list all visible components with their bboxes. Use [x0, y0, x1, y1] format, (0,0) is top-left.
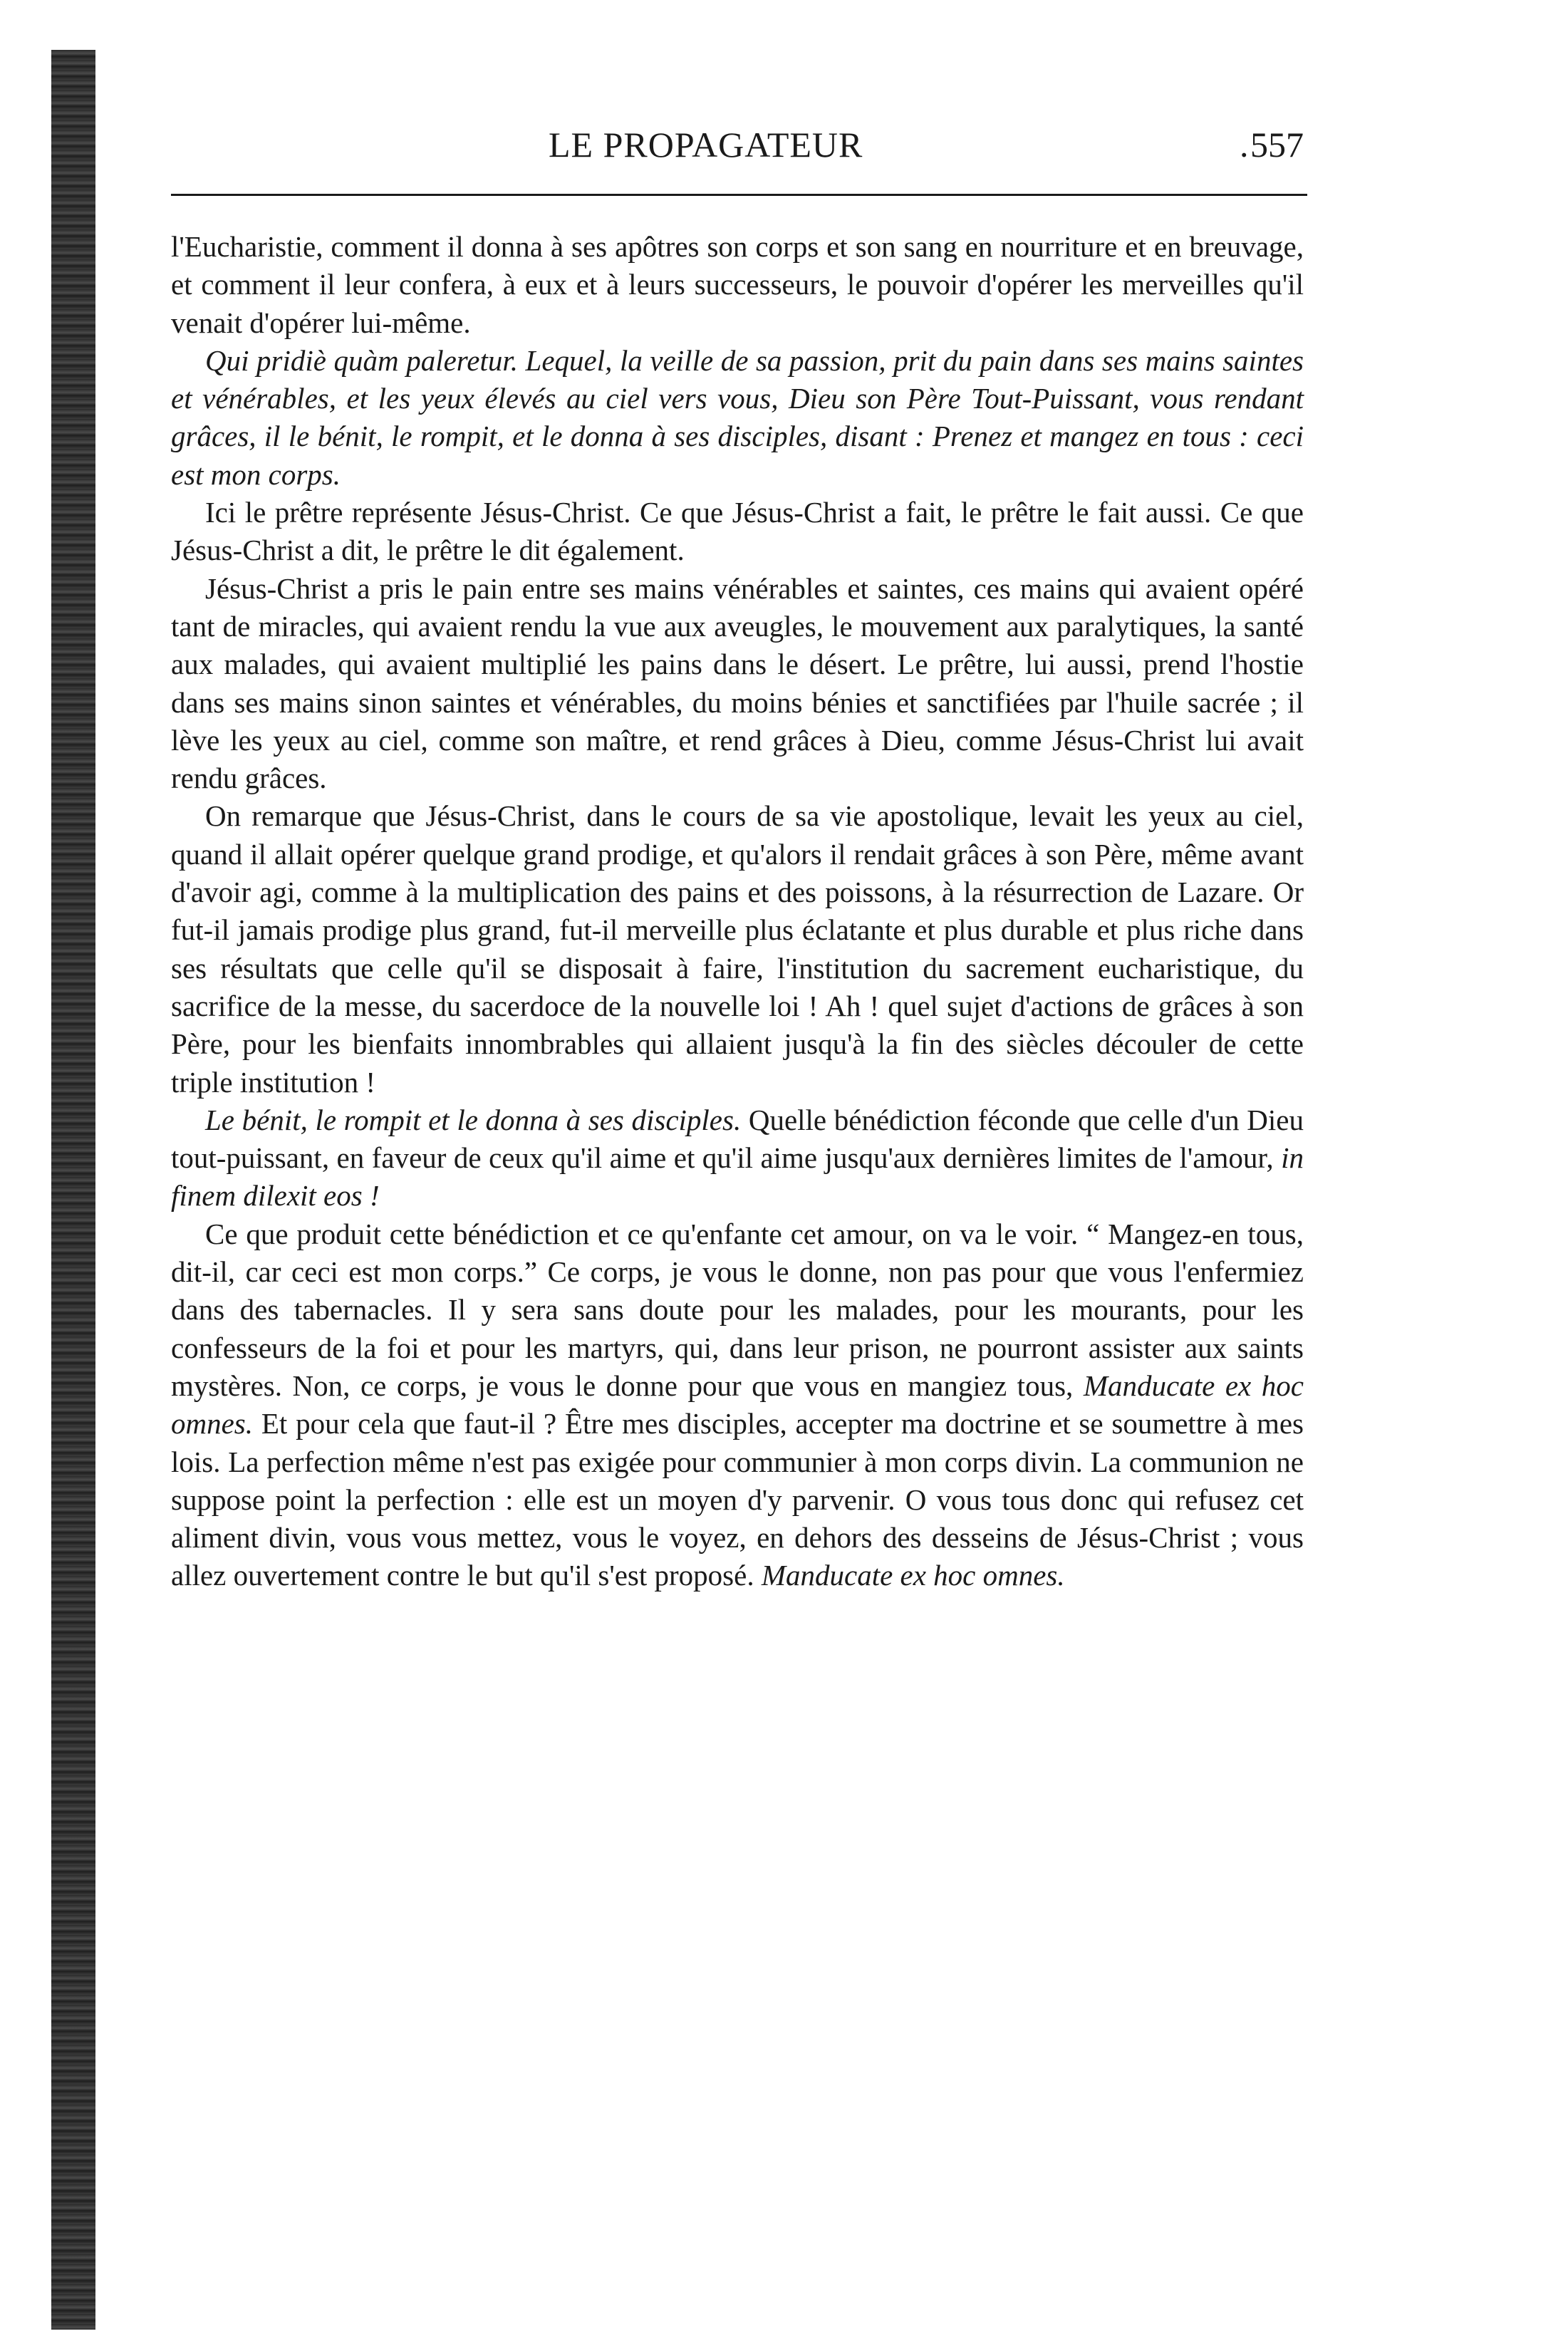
paragraph-1 — [171, 228, 1304, 342]
paragraph-7-italic-tail: Manducate ex hoc omnes. — [761, 1559, 1065, 1592]
paragraph-2-italic — [171, 342, 1304, 494]
paragraph-7-italic-mid: Manducate ex hoc omnes. — [171, 1369, 1304, 1441]
paragraph-6-text: Quelle bénédiction féconde que celle d'un Dieu tout-puissant, en faveur de ceux qu'il aime et qu'il aime jusqu'aux dernières limites de l'amour, — [171, 1103, 1304, 1175]
running-header — [171, 120, 1304, 170]
scan-binding-edge — [51, 50, 95, 2330]
paragraph-1-text: l'Eucharistie, comment il donna à ses apôtres son corps et son sang en nourriture et en breuvage, et comment il leur confera, à eux et à leurs successeurs, le pouvoir d'opérer les merveilles qu'il venait d'opérer lui-même. — [171, 230, 1304, 339]
paragraph-5-text: On remarque que Jésus-Christ, dans le cours de sa vie apostolique, levait les yeux au ciel, quand il allait opérer quelque grand prodige, et qu'alors il rendait grâces à son Père, même avant d'avoir agi, comme à la multiplication des pains et des poissons, à la résurrection de Lazare. Or fut-il jamais prodige plus grand, fut-il merveille plus éclatante et plus durable et plus riche dans ses résultats que celle qu'il se disposait à faire, l'institution du sacrement eucharistique, du sacrifice de la messe, du sacerdoce de la nouvelle loi ! Ah ! quel sujet d'actions de grâces à son Père, pour les bienfaits innombrables qui allaient jusqu'à la fin des siècles découler de cette triple institution ! — [171, 799, 1304, 1099]
paragraph-5 — [171, 797, 1304, 1101]
paragraph-4 — [171, 570, 1304, 798]
page-body — [171, 228, 1304, 1595]
paragraph-3 — [171, 494, 1304, 570]
paragraph-6-italic-tail: in finem dilexit eos ! — [171, 1141, 1304, 1213]
paragraph-2-text: Qui pridiè quàm paleretur. Lequel, la veille de sa passion, prit du pain dans ses mains saintes et vénérables, et les yeux élevés au ciel vers vous, Dieu son Père Tout-Puissant, vous rendant grâces, il le bénit, le rompit, et le donna à ses disciples, disant : Prenez et mangez en tous : ceci est mon corps. — [171, 343, 1304, 491]
page-number: 557 — [1250, 125, 1304, 165]
paragraph-6 — [171, 1101, 1304, 1215]
header-rule — [171, 194, 1307, 196]
paragraph-7 — [171, 1215, 1304, 1595]
paragraph-4-text: Jésus-Christ a pris le pain entre ses mains vénérables et saintes, ces mains qui avaient opéré tant de miracles, qui avaient rendu la vue aux aveugles, le mouvement aux paralytiques, la santé aux malades, qui avaient multiplié les pains dans le désert. Le prêtre, lui aussi, prend l'hostie dans ses mains sinon saintes et vénérables, du moins bénies et sanctifiées par l'huile sacrée ; il lève les yeux au ciel, comme son maître, et rend grâces à Dieu, comme Jésus-Christ lui avait rendu grâces. — [171, 571, 1304, 795]
paragraph-3-text: Ici le prêtre représente Jésus-Christ. Ce que Jésus-Christ a fait, le prêtre le fait aussi. Ce que Jésus-Christ a dit, le prêtre le dit également. — [171, 496, 1304, 567]
paragraph-6-italic-lead: Le bénit, le rompit et le donna à ses disciples. — [205, 1103, 742, 1136]
paragraph-7-text: Ce que produit cette bénédiction et ce qu'enfante cet amour, on va le voir. “ Mangez-en tous, dit-il, car ceci est mon corps.” Ce corps, je vous le donne, non pas pour que vous l'enfermiez dans des tabernacles. Il y sera sans doute pour les malades, pour les mourants, pour les confesseurs de la foi et pour les martyrs, qui, dans leur prison, ne pourront assister aux saints mystères. Non, ce corps, je vous le donne pour que vous en mangiez tous, — [171, 1217, 1304, 1402]
paragraph-7-text-after: Et pour cela que faut-il ? Être mes disciples, accepter ma doctrine et se soumettre à mes lois. La perfection même n'est pas exigée pour communier à mon corps divin. La communion ne suppose point la perfection : elle est un moyen d'y parvenir. O vous tous donc qui refusez cet aliment divin, vous vous mettez, vous le voyez, en dehors des desseins de Jésus-Christ ; vous allez ouvertement contre le but qu'il s'est proposé. — [171, 1407, 1304, 1592]
running-title: LE PROPAGATEUR — [549, 125, 863, 165]
header-dot: . — [1240, 125, 1249, 165]
